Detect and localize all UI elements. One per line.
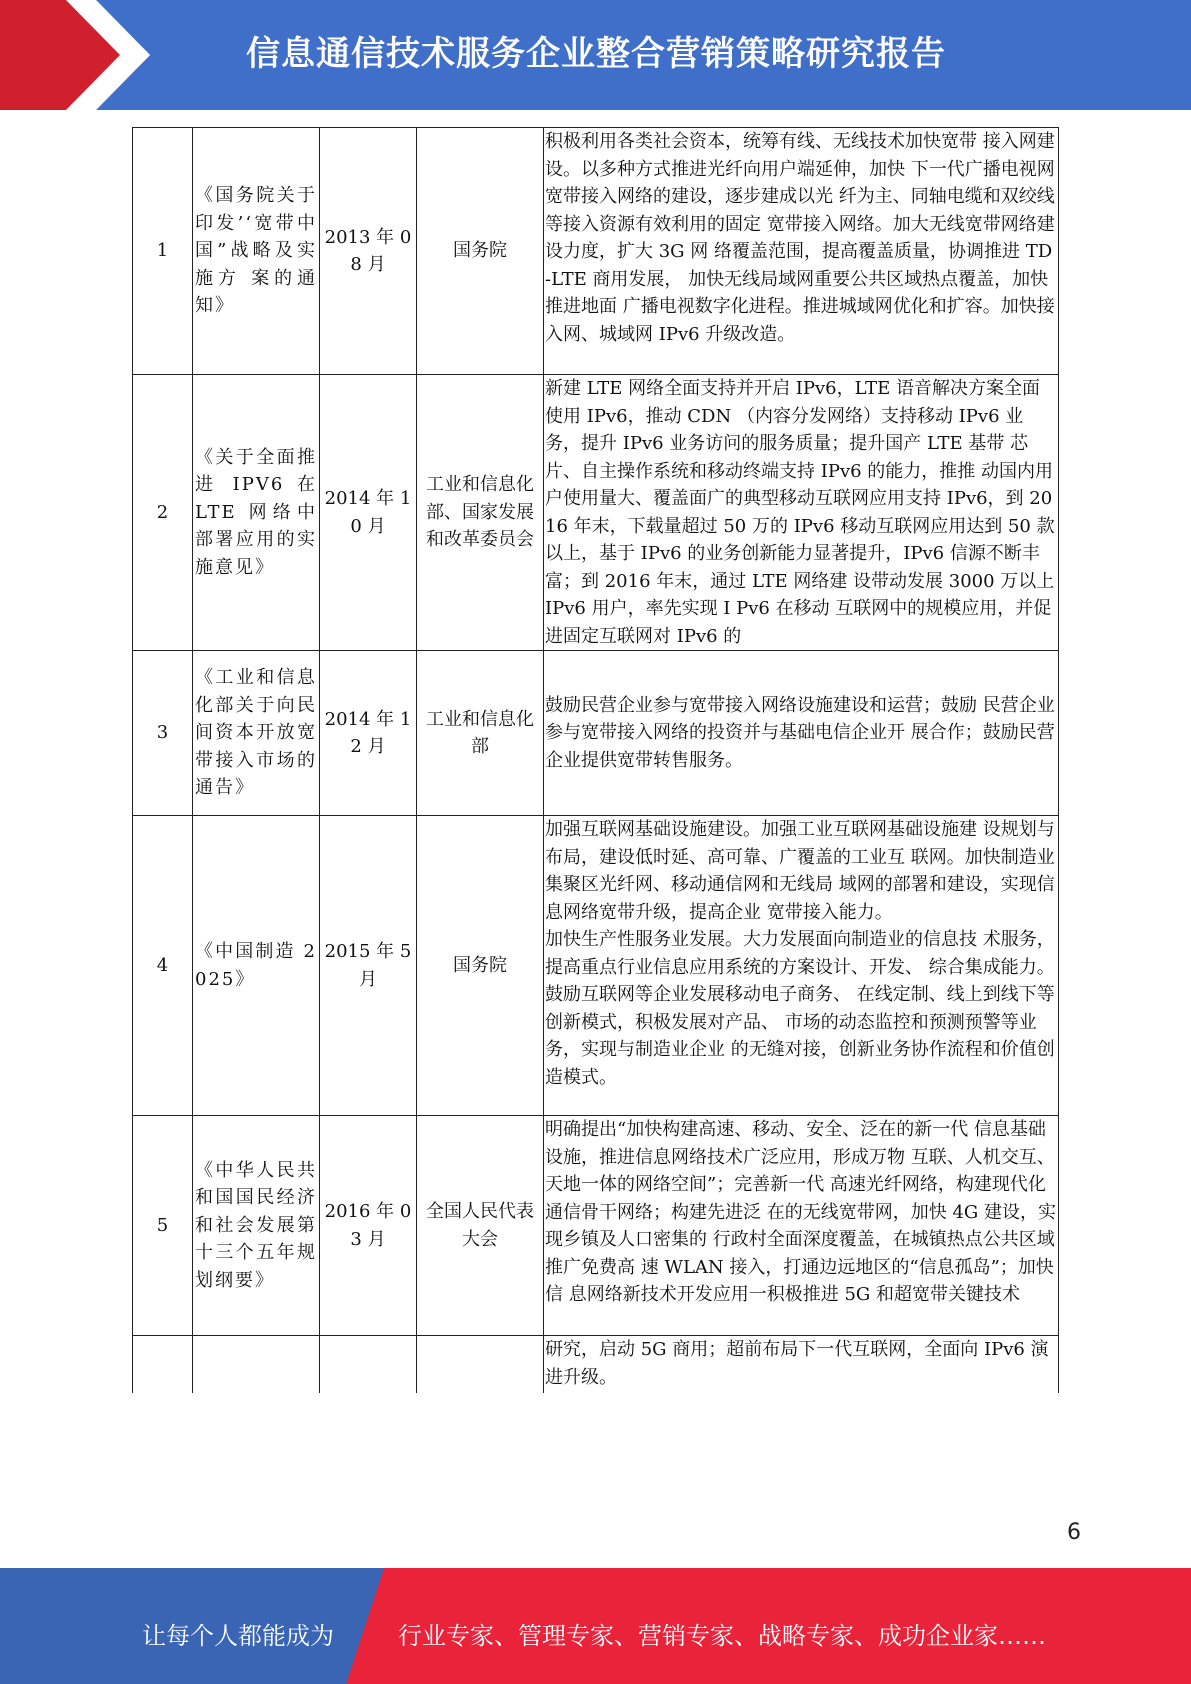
policy-name: 《中华人民共和国国民经济和社会发展第十三个五年规划纲要》: [193, 1116, 320, 1336]
table-row: [133, 816, 1059, 1116]
policy-name: 《中国制造 2025》: [193, 816, 320, 1116]
issuing-department: 工业和信息化部: [417, 651, 544, 816]
policy-table: [132, 127, 1058, 1393]
policy-content: 明确提出“加快构建高速、移动、安全、泛在的新一代 信息基础设施，推进信息网络技术广泛应用，形成万物 互联、人机交互、天地一体的网络空间”；完善新一代 高速光纤网络，构建现代化通信骨干网络；构建先进泛 在的无线宽带网，加快 4G 建设，实现乡镇及人口密集的 行政村全面深度覆盖，在城镇热点公共区域推广免费高 速 WLAN 接入，打通边远地区的“信息孤岛”；加快信 息网络新技术开发应用一积极推进 5G 和超宽带关键技术: [544, 1116, 1059, 1336]
table-row: [133, 128, 1059, 375]
footer-slogan-left: 让每个人都能成为: [142, 1622, 334, 1650]
table-row: [133, 651, 1059, 816]
row-number: 5: [133, 1116, 193, 1336]
row-number: 1: [133, 128, 193, 375]
policy-name: [193, 1336, 320, 1393]
issuing-department: 全国人民代表大会: [417, 1116, 544, 1336]
policy-content: 研究，启动 5G 商用；超前布局下一代互联网，全面向 IPv6 演进升级。: [544, 1336, 1059, 1393]
policy-content: 鼓励民营企业参与宽带接入网络设施建设和运营；鼓励 民营企业参与宽带接入网络的投资并与基础电信企业开 展合作；鼓励民营企业提供宽带转售服务。: [544, 651, 1059, 816]
issuing-department: 工业和信息化部、国家发展和改革委员会: [417, 375, 544, 651]
header-arrow-decoration: [0, 0, 150, 110]
policy-name: 《国务院关于印发’‘宽带中国”战略及实施方 案的通知》: [193, 128, 320, 375]
policy-date: 2015 年 5 月: [320, 816, 417, 1116]
table-row: [133, 375, 1059, 651]
row-number: 2: [133, 375, 193, 651]
policy-date: 2014 年 10 月: [320, 375, 417, 651]
policy-content: 新建 LTE 网络全面支持并开启 IPv6，LTE 语音解决方案全面使用 IPv6，推动 CDN （内容分发网络）支持移动 IPv6 业务，提升 IPv6 业务访问的服务质量；提升国产 LTE 基带 芯片、自主操作系统和移动终端支持 IPv6 的能力，推推 动国内用户使用量大、覆盖面广的典型移动互联网应用支持 IPv6，到 2016 年末，下载量超过 50 万的 IPv6 移动互联网应用达到 50 款以上，基于 IPv6 的业务创新能力显著提升，IPv6 信源不断丰富；到 2016 年末，通过 LTE 网络建 设带动发展 3000 万以上 IPv6 用户，率先实现 I Pv6 在移动 互联网中的规模应用，并促进固定互联网对 IPv6 的: [544, 375, 1059, 651]
policy-date: [320, 1336, 417, 1393]
page-header: [0, 0, 1191, 110]
table-row: [133, 1116, 1059, 1336]
report-title: 信息通信技术服务企业整合营销策略研究报告: [246, 34, 946, 74]
page-footer: [0, 1568, 1191, 1684]
policy-content: 积极利用各类社会资本，统筹有线、无线技术加快宽带 接入网建设。以多种方式推进光纤向用户端延伸，加快 下一代广播电视网宽带接入网络的建设，逐步建成以光 纤为主、同轴电缆和双绞线等接入资源有效利用的固定 宽带接入网络。加大无线宽带网络建设力度，扩大 3G 网 络覆盖范围，提高覆盖质量，协调推进 TD-LTE 商用发展， 加快无线局域网重要公共区域热点覆盖，加快推进地面 广播电视数字化进程。推进城域网优化和扩容。加快接 入网、城域网 IPv6 升级改造。: [544, 128, 1059, 375]
policy-name: 《工业和信息化部关于向民间资本开放宽带接入市场的 通告》: [193, 651, 320, 816]
issuing-department: 国务院: [417, 128, 544, 375]
table-row-continued: [133, 1336, 1059, 1393]
policy-date: 2013 年 08 月: [320, 128, 417, 375]
row-number: 4: [133, 816, 193, 1116]
issuing-department: [417, 1336, 544, 1393]
page-number: 6: [1067, 1520, 1081, 1545]
policy-date: 2016 年 03 月: [320, 1116, 417, 1336]
footer-slogan-right: 行业专家、管理专家、营销专家、战略专家、成功企业家……: [398, 1622, 1046, 1650]
row-number: [133, 1336, 193, 1393]
issuing-department: 国务院: [417, 816, 544, 1116]
policy-content: 加强互联网基础设施建设。加强工业互联网基础设施建 设规划与布局，建设低时延、高可靠、广覆盖的工业互 联网。加快制造业集聚区光纤网、移动通信网和无线局 域网的部署和建设，实现信息网络宽带升级，提高企业 宽带接入能力。 加快生产性服务业发展。大力发展面向制造业的信息技 术服务，提高重点行业信息应用系统的方案设计、开发、 综合集成能力。鼓励互联网等企业发展移动电子商务、 在线定制、线上到线下等创新模式，积极发展对产品、 市场的动态监控和预测预警等业务，实现与制造业企业 的无缝对接，创新业务协作流程和价值创造模式。: [544, 816, 1059, 1116]
policy-date: 2014 年 12 月: [320, 651, 417, 816]
policy-name: 《关于全面推进 IPV6 在 LTE 网络中部署应用的实施意见》: [193, 375, 320, 651]
row-number: 3: [133, 651, 193, 816]
